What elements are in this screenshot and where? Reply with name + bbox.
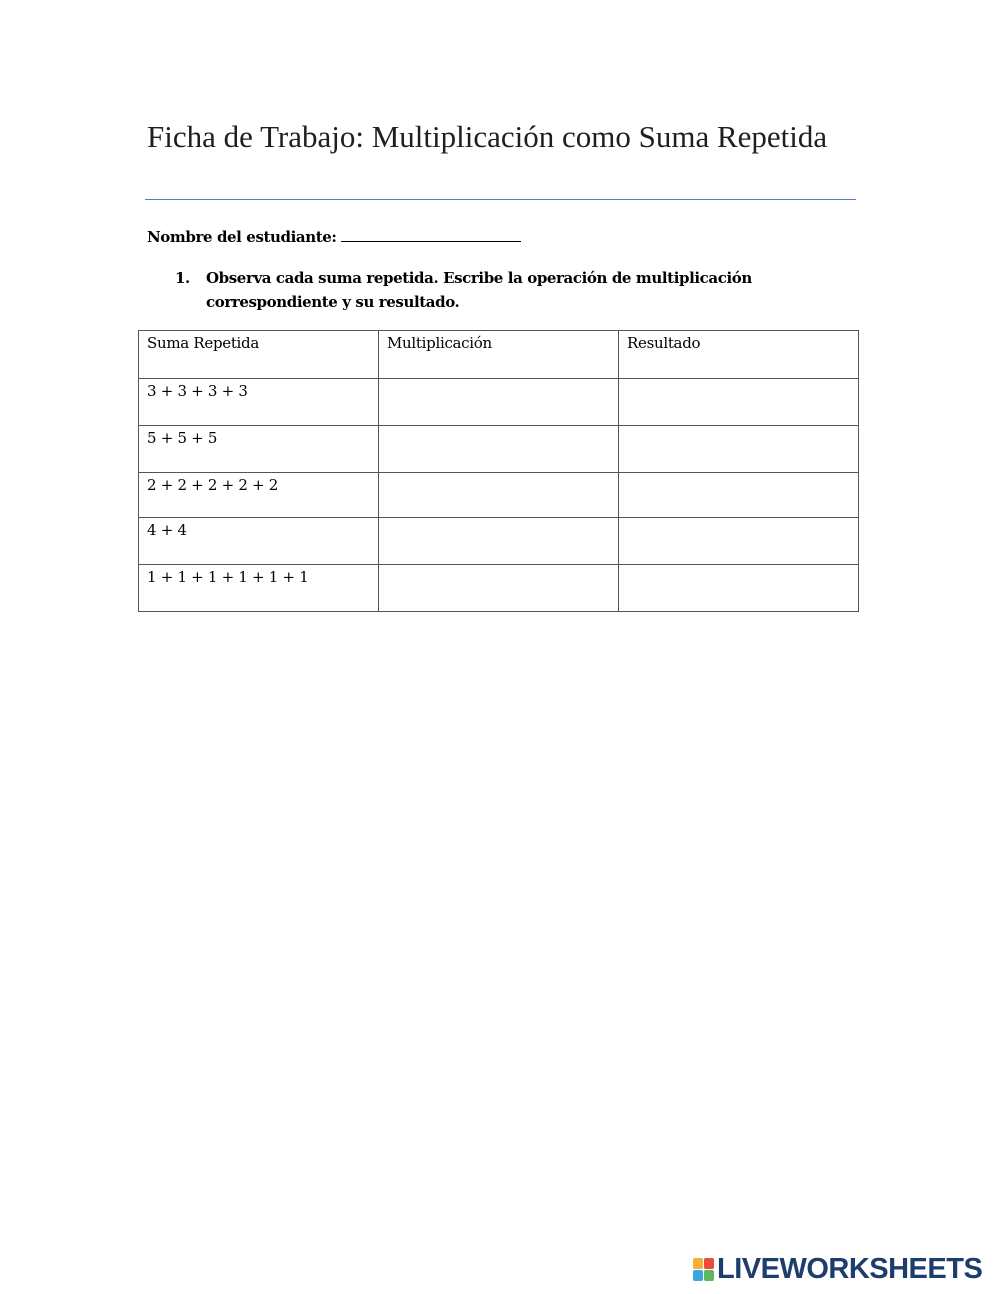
table-row (139, 379, 859, 426)
multiplication-answer-cell[interactable] (379, 565, 619, 612)
header-suma-repetida: Suma Repetida (139, 331, 379, 379)
multiplication-answer-cell[interactable] (379, 426, 619, 473)
result-answer-cell[interactable] (619, 565, 859, 612)
liveworksheets-logo-icon (693, 1258, 714, 1281)
instruction-text: Observa cada suma repetida. Escribe la operación de multiplicación correspondiente y su resultado. (206, 269, 752, 311)
result-answer-cell[interactable] (619, 518, 859, 565)
multiplication-answer-cell[interactable] (379, 518, 619, 565)
table-row (139, 473, 859, 518)
liveworksheets-logo[interactable] (693, 1252, 983, 1285)
logo-tile-blue (693, 1270, 703, 1281)
result-answer-cell[interactable] (619, 379, 859, 426)
instruction-number: 1. (175, 269, 190, 287)
table-row (139, 426, 859, 473)
student-name-label: Nombre del estudiante: (147, 228, 337, 246)
logo-tile-yellow (693, 1258, 703, 1269)
instruction-item (175, 266, 815, 314)
logo-tile-red (704, 1258, 714, 1269)
student-name-field[interactable] (341, 227, 521, 242)
sum-cell: 4 + 4 (139, 518, 379, 565)
table-row (139, 565, 859, 612)
table-row (139, 518, 859, 565)
logo-tile-green (704, 1270, 714, 1281)
sum-cell: 1 + 1 + 1 + 1 + 1 + 1 (139, 565, 379, 612)
multiplication-answer-cell[interactable] (379, 379, 619, 426)
multiplication-answer-cell[interactable] (379, 473, 619, 518)
sum-cell: 3 + 3 + 3 + 3 (139, 379, 379, 426)
logo-wordmark: LIVEWORKSHEETS (717, 1252, 983, 1285)
result-answer-cell[interactable] (619, 473, 859, 518)
sum-cell: 5 + 5 + 5 (139, 426, 379, 473)
multiplication-table (138, 330, 859, 612)
header-resultado: Resultado (619, 331, 859, 379)
table-header-row (139, 331, 859, 379)
header-multiplicacion: Multiplicación (379, 331, 619, 379)
sum-cell: 2 + 2 + 2 + 2 + 2 (139, 473, 379, 518)
result-answer-cell[interactable] (619, 426, 859, 473)
student-name-line (147, 227, 521, 246)
title-divider (145, 199, 856, 200)
worksheet-title: Ficha de Trabajo: Multiplicación como Suma Repetida (147, 119, 828, 154)
